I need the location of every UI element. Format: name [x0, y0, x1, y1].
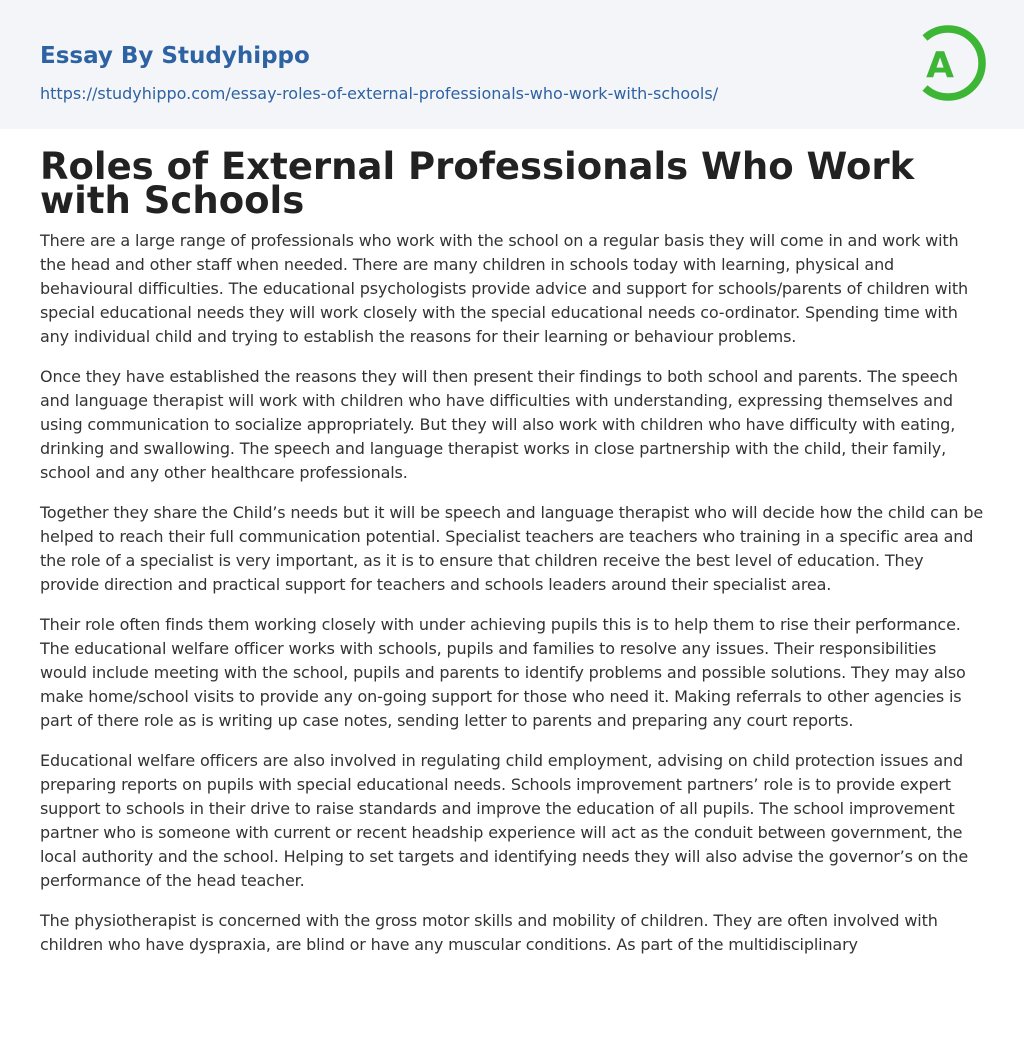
- source-url-link[interactable]: https://studyhippo.com/essay-roles-of-external-professionals-who-work-with-schools/: [40, 84, 719, 103]
- logo-letter: A: [926, 45, 954, 86]
- essay-paragraph-5: Educational welfare officers are also involved in regulating child employment, advising on child protection issues and preparing reports on pupils with special educational needs. Schools improvement partners’ role is to provide expert support to schools in their drive to raise standards and improve the education of all pupils. The school improvement partner who is someone with current or recent headship experience will act as the conduit between government, the local authority and the school. Helping to set targets and identifying needs they will also advise the governor’s on the performance of the head teacher.: [40, 751, 969, 890]
- essay-title-container: [40, 145, 984, 222]
- studyhippo-logo-icon[interactable]: [914, 20, 986, 106]
- brand-title[interactable]: Essay By Studyhippo: [40, 43, 310, 69]
- essay-paragraph-4: Their role often finds them working closely with under achieving pupils this is to help them to rise their performance. The educational welfare officer works with schools, pupils and families to resolve any issues. Their responsibilities would include meeting with the school, pupils and parents to identify problems and possible solutions. They may also make home/school visits to provide any on-going support for those who need it. Making referrals to other agencies is part of there role as is writing up case notes, sending letter to parents and preparing any court reports.: [40, 615, 966, 730]
- essay-paragraph-2: Once they have established the reasons they will then present their findings to both school and parents. The speech and language therapist will work with children who have difficulties with understanding, expressing themselves and using communication to socialize appropriately. But they will also work with children who have difficulty with eating, drinking and swallowing. The speech and language therapist works in close partnership with the child, their family, school and any other healthcare professionals.: [40, 367, 958, 482]
- essay-paragraph-6: The physiotherapist is concerned with the gross motor skills and mobility of children. They are often involved with children who have dyspraxia, are blind or have any muscular conditions. As part of the multidisciplinary: [40, 911, 938, 954]
- essay-body: [40, 229, 984, 973]
- essay-paragraph-3: Together they share the Child’s needs but it will be speech and language therapist who will decide how the child can be helped to reach their full communication potential. Specialist teachers are teachers who training in a specific area and the role of a specialist is very important, as it is to ensure that children receive the best level of education. They provide direction and practical support for teachers and schools leaders around their specialist area.: [40, 503, 984, 594]
- essay-paragraph-1: There are a large range of professionals who work with the school on a regular basis they will come in and work with the head and other staff when needed. There are many children in schools today with learning, physical and behavioural difficulties. The educational psychologists provide advice and support for schools/parents of children with special educational needs they will work closely with the special educational needs co-ordinator. Spending time with any individual child and trying to establish the reasons for their learning or behaviour problems.: [40, 231, 968, 346]
- essay-title: Roles of External Professionals Who Work with Schools: [40, 145, 915, 222]
- page-header: [0, 0, 1024, 129]
